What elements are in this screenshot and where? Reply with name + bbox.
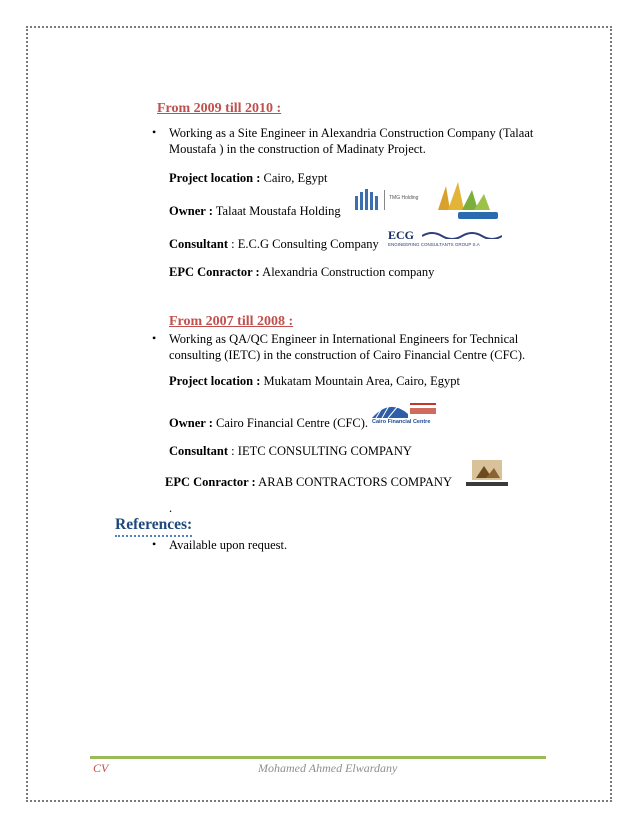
tmg-logo-text: TMG Holding [389, 195, 419, 201]
section2-consultant [169, 443, 412, 459]
arab-contractors-logo [464, 456, 510, 490]
references-item: Available upon request. [169, 538, 288, 552]
footer-author: Mohamed Ahmed Elwardany [258, 761, 398, 775]
owner-value: Talaat Moustafa Holding [215, 204, 341, 218]
location-value: Cairo, Egypt [263, 171, 328, 185]
cfc-logo-text: Cairo Financial Centre [372, 419, 431, 425]
epc-label: EPC Conractor : [169, 265, 260, 279]
madinaty-logo [428, 180, 508, 222]
owner-label: Owner : [169, 204, 213, 218]
section2-owner [169, 415, 368, 431]
consultant-label: Consultant [169, 237, 229, 251]
tmg-logo [353, 186, 425, 212]
cfc-logo [370, 396, 438, 430]
footer-cv: CV [93, 761, 109, 775]
section2-location [169, 373, 460, 389]
location-label: Project location : [169, 171, 261, 185]
owner-label: Owner : [169, 416, 213, 430]
section2-heading: From 2007 till 2008 : [169, 314, 294, 329]
section1-owner [169, 203, 341, 219]
consultant-value: E.C.G Consulting Company [237, 237, 379, 251]
section1-bullet-line1: Working as a Site Engineer in Alexandria Construction Company (Talaat [169, 126, 534, 140]
section1-consultant [169, 236, 379, 252]
bullet-icon: • [152, 331, 157, 345]
bullet-icon: • [152, 125, 157, 139]
ecg-logo-subtext: ENGINEERING CONSULTANTS GROUP S.A [388, 242, 480, 247]
owner-value: Cairo Financial Centre (CFC). [216, 416, 369, 430]
section2-bullet-line2: consulting (IETC) in the construction of Cairo Financial Centre (CFC). [169, 348, 526, 362]
consultant-separator: : [231, 444, 235, 458]
location-value: Mukatam Mountain Area, Cairo, Egypt [263, 374, 461, 388]
consultant-separator: : [231, 237, 235, 251]
footer-divider [90, 756, 546, 759]
section2-epc [165, 474, 452, 490]
section1-bullet [169, 125, 549, 157]
epc-value: ARAB CONTRACTORS COMPANY [258, 475, 452, 489]
consultant-value: IETC CONSULTING COMPANY [237, 444, 412, 458]
epc-value: Alexandria Construction company [262, 265, 435, 279]
ecg-logo [388, 228, 504, 252]
consultant-label: Consultant [169, 444, 229, 458]
location-label: Project location : [169, 374, 261, 388]
section1-epc [169, 264, 434, 280]
section2-bullet-line1: Working as QA/QC Engineer in International Engineers for Technical [169, 332, 519, 346]
references-heading: References: [115, 516, 192, 537]
section1-heading: From 2009 till 2010 : [157, 101, 282, 116]
section1-location [169, 170, 327, 186]
section2-bullet [169, 331, 569, 363]
bullet-icon: • [152, 537, 157, 551]
trailing-dot: . [169, 501, 173, 515]
section1-bullet-line2: Moustafa ) in the construction of Madinaty Project. [169, 142, 426, 156]
ecg-logo-text: ECG [388, 228, 415, 242]
epc-label: EPC Conractor : [165, 475, 256, 489]
